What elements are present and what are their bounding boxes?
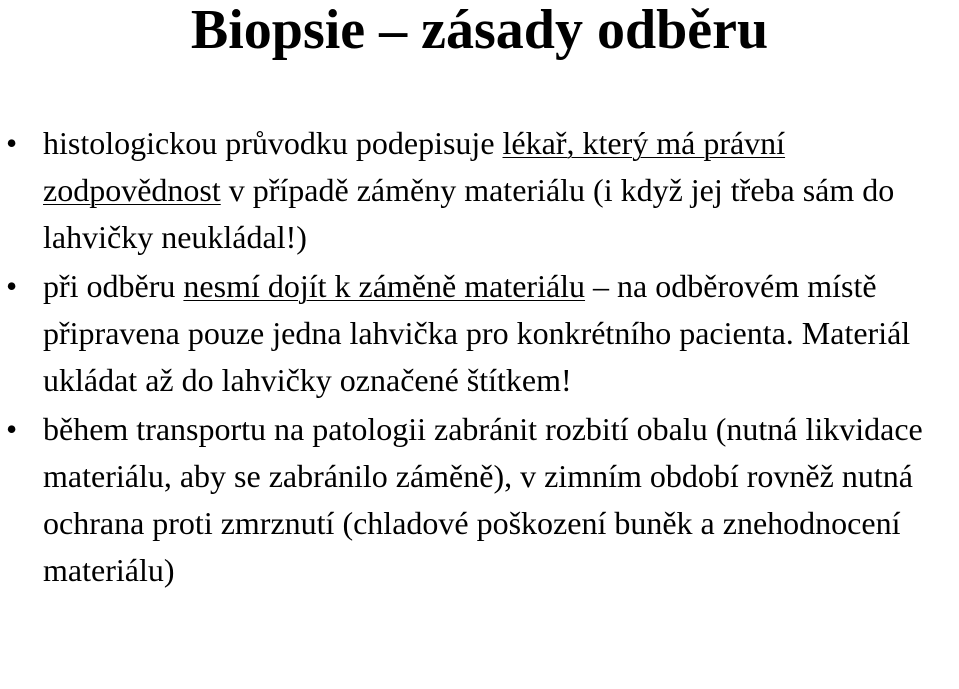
bullet-item-2 xyxy=(0,263,959,404)
underlined-phrase: lékař, který má právní zodpovědnost xyxy=(43,125,786,208)
bullet-dot: • xyxy=(6,268,18,304)
bullet-text: histologickou průvodku podepisuje xyxy=(43,125,503,161)
bullet-dot: • xyxy=(6,411,18,447)
bullet-list xyxy=(0,120,959,596)
bullet-text: v případě záměny materiálu (i když jej třeba sám do lahvičky neukládal!) xyxy=(43,172,895,255)
bullet-dot: • xyxy=(6,125,18,161)
bullet-text: při odběru xyxy=(43,268,184,304)
bullet-item-1 xyxy=(0,120,959,261)
bullet-text: během transportu na patologii zabránit rozbití obalu (nutná likvidace materiálu, aby se zabránilo záměně), v zimním období rovněž nutná ochrana proti zmrznutí (chladové poškození buněk a znehodnocení materiálu) xyxy=(43,411,923,588)
bullet-item-3 xyxy=(0,406,959,594)
underlined-phrase: nesmí dojít k záměně materiálu xyxy=(183,268,586,304)
slide-title: Biopsie – zásady odběru xyxy=(190,0,769,61)
bullet-text: – na odběrovém místě připravena pouze jedna lahvička pro konkrétního pacienta. Materiál ukládat až do lahvičky označené štítkem! xyxy=(43,268,911,398)
